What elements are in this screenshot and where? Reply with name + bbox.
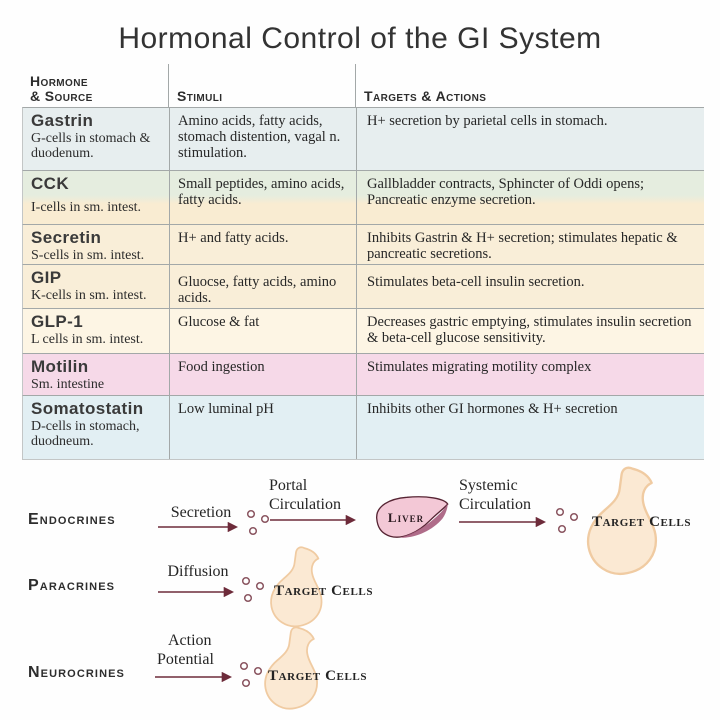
targets-cell: Gallbladder contracts, Sphincter of Oddi opens; Pancreatic enzyme secretion.: [356, 171, 705, 224]
hormone-dots-icon: [241, 663, 262, 687]
targets-cell: Inhibits other GI hormones & H+ secretion: [356, 396, 705, 459]
diffusion-label: Diffusion: [167, 563, 229, 580]
stimuli-cell: Small peptides, amino acids, fatty acids.: [169, 171, 356, 224]
table-row-gastrin: [22, 107, 704, 170]
hormone-cell: [23, 396, 169, 459]
targets-cell: Stimulates beta-cell insulin secretion.: [356, 265, 705, 308]
action-potential-label-line2: Potential: [157, 651, 214, 668]
paracrines-label: Paracrines: [28, 577, 116, 594]
hormone-source: S-cells in sm. intest.: [31, 248, 145, 263]
targets-cell: Stimulates migrating motility complex: [356, 354, 705, 395]
table-header-row: [22, 64, 704, 107]
targets-cell: H+ secretion by parietal cells in stomach.: [356, 108, 705, 170]
table-row-gip: [22, 264, 704, 308]
hormone-cell: [23, 354, 169, 395]
portal-circulation-label-line2: Circulation: [269, 496, 341, 513]
target-cells-label: Target Cells: [274, 583, 374, 599]
targets-cell: Decreases gastric emptying, stimulates insulin secretion & beta-cell glucose sensitivity.: [356, 309, 705, 353]
hormone-name: Gastrin: [31, 111, 94, 130]
stimuli-cell: Food ingestion: [169, 354, 356, 395]
header-targets-actions: Targets & Actions: [355, 64, 704, 107]
hormone-cell: [23, 309, 169, 353]
hormone-cell: [23, 108, 169, 170]
stimuli-cell: Gluocse, fatty acids, amino acids.: [169, 265, 356, 308]
stimuli-cell: Amino acids, fatty acids, stomach distention, vagal n. stimulation.: [169, 108, 356, 170]
hormone-name: CCK: [31, 174, 70, 193]
header-hormone-source: [22, 64, 168, 107]
stimuli-cell: Glucose & fat: [169, 309, 356, 353]
hormone-name: GLP-1: [31, 312, 84, 331]
table-row-cck: [22, 170, 704, 224]
hormone-name: Somatostatin: [31, 399, 144, 418]
hormone-source: G-cells in stomach & duodenum.: [31, 131, 151, 161]
hormone-name: Motilin: [31, 357, 89, 376]
endocrines-label: Endocrines: [28, 511, 116, 528]
hormone-dots-icon: [557, 509, 578, 533]
page-title: Hormonal Control of the GI System: [118, 22, 602, 55]
table-row-motilin: [22, 353, 704, 395]
action-potential-label-line1: Action: [168, 632, 212, 649]
hormone-source: L cells in sm. intest.: [31, 332, 144, 347]
table-row-secretin: [22, 224, 704, 264]
hormone-source: K-cells in sm. intest.: [31, 288, 147, 303]
hormone-cell: [23, 265, 169, 308]
hormone-cell: [23, 171, 169, 224]
hormone-table: [22, 64, 704, 460]
hormone-source: D-cells in stomach, duodneum.: [31, 419, 140, 449]
target-cells-label: Target Cells: [592, 514, 692, 530]
stimuli-cell: H+ and fatty acids.: [169, 225, 356, 264]
systemic-circulation-label-line2: Circulation: [459, 496, 531, 513]
hormone-name: GIP: [31, 268, 62, 287]
systemic-circulation-label-line1: Systemic: [459, 477, 518, 494]
target-cells-label: Target Cells: [268, 668, 368, 684]
table-row-somatostatin: [22, 395, 704, 460]
stimuli-cell: Low luminal pH: [169, 396, 356, 459]
header-hormone-line1: Hormone: [30, 73, 88, 89]
hormone-dots-icon: [243, 578, 264, 602]
hormone-dots-icon: [248, 511, 269, 535]
table-row-glp1: [22, 308, 704, 353]
targets-cell: Inhibits Gastrin & H+ secretion; stimulates hepatic & pancreatic secretions.: [356, 225, 705, 264]
secretion-label: Secretion: [170, 504, 232, 521]
hormone-name: Secretin: [31, 228, 102, 247]
liver-label: Liver: [387, 510, 425, 525]
portal-circulation-label-line1: Portal: [269, 477, 308, 494]
hormone-source: I-cells in sm. intest.: [31, 200, 142, 215]
header-stimuli: Stimuli: [168, 64, 355, 107]
hormone-cell: [23, 225, 169, 264]
header-hormone-line2: & Source: [30, 88, 93, 104]
neurocrines-label: Neurocrines: [28, 664, 125, 681]
hormone-source: Sm. intestine: [31, 377, 105, 392]
